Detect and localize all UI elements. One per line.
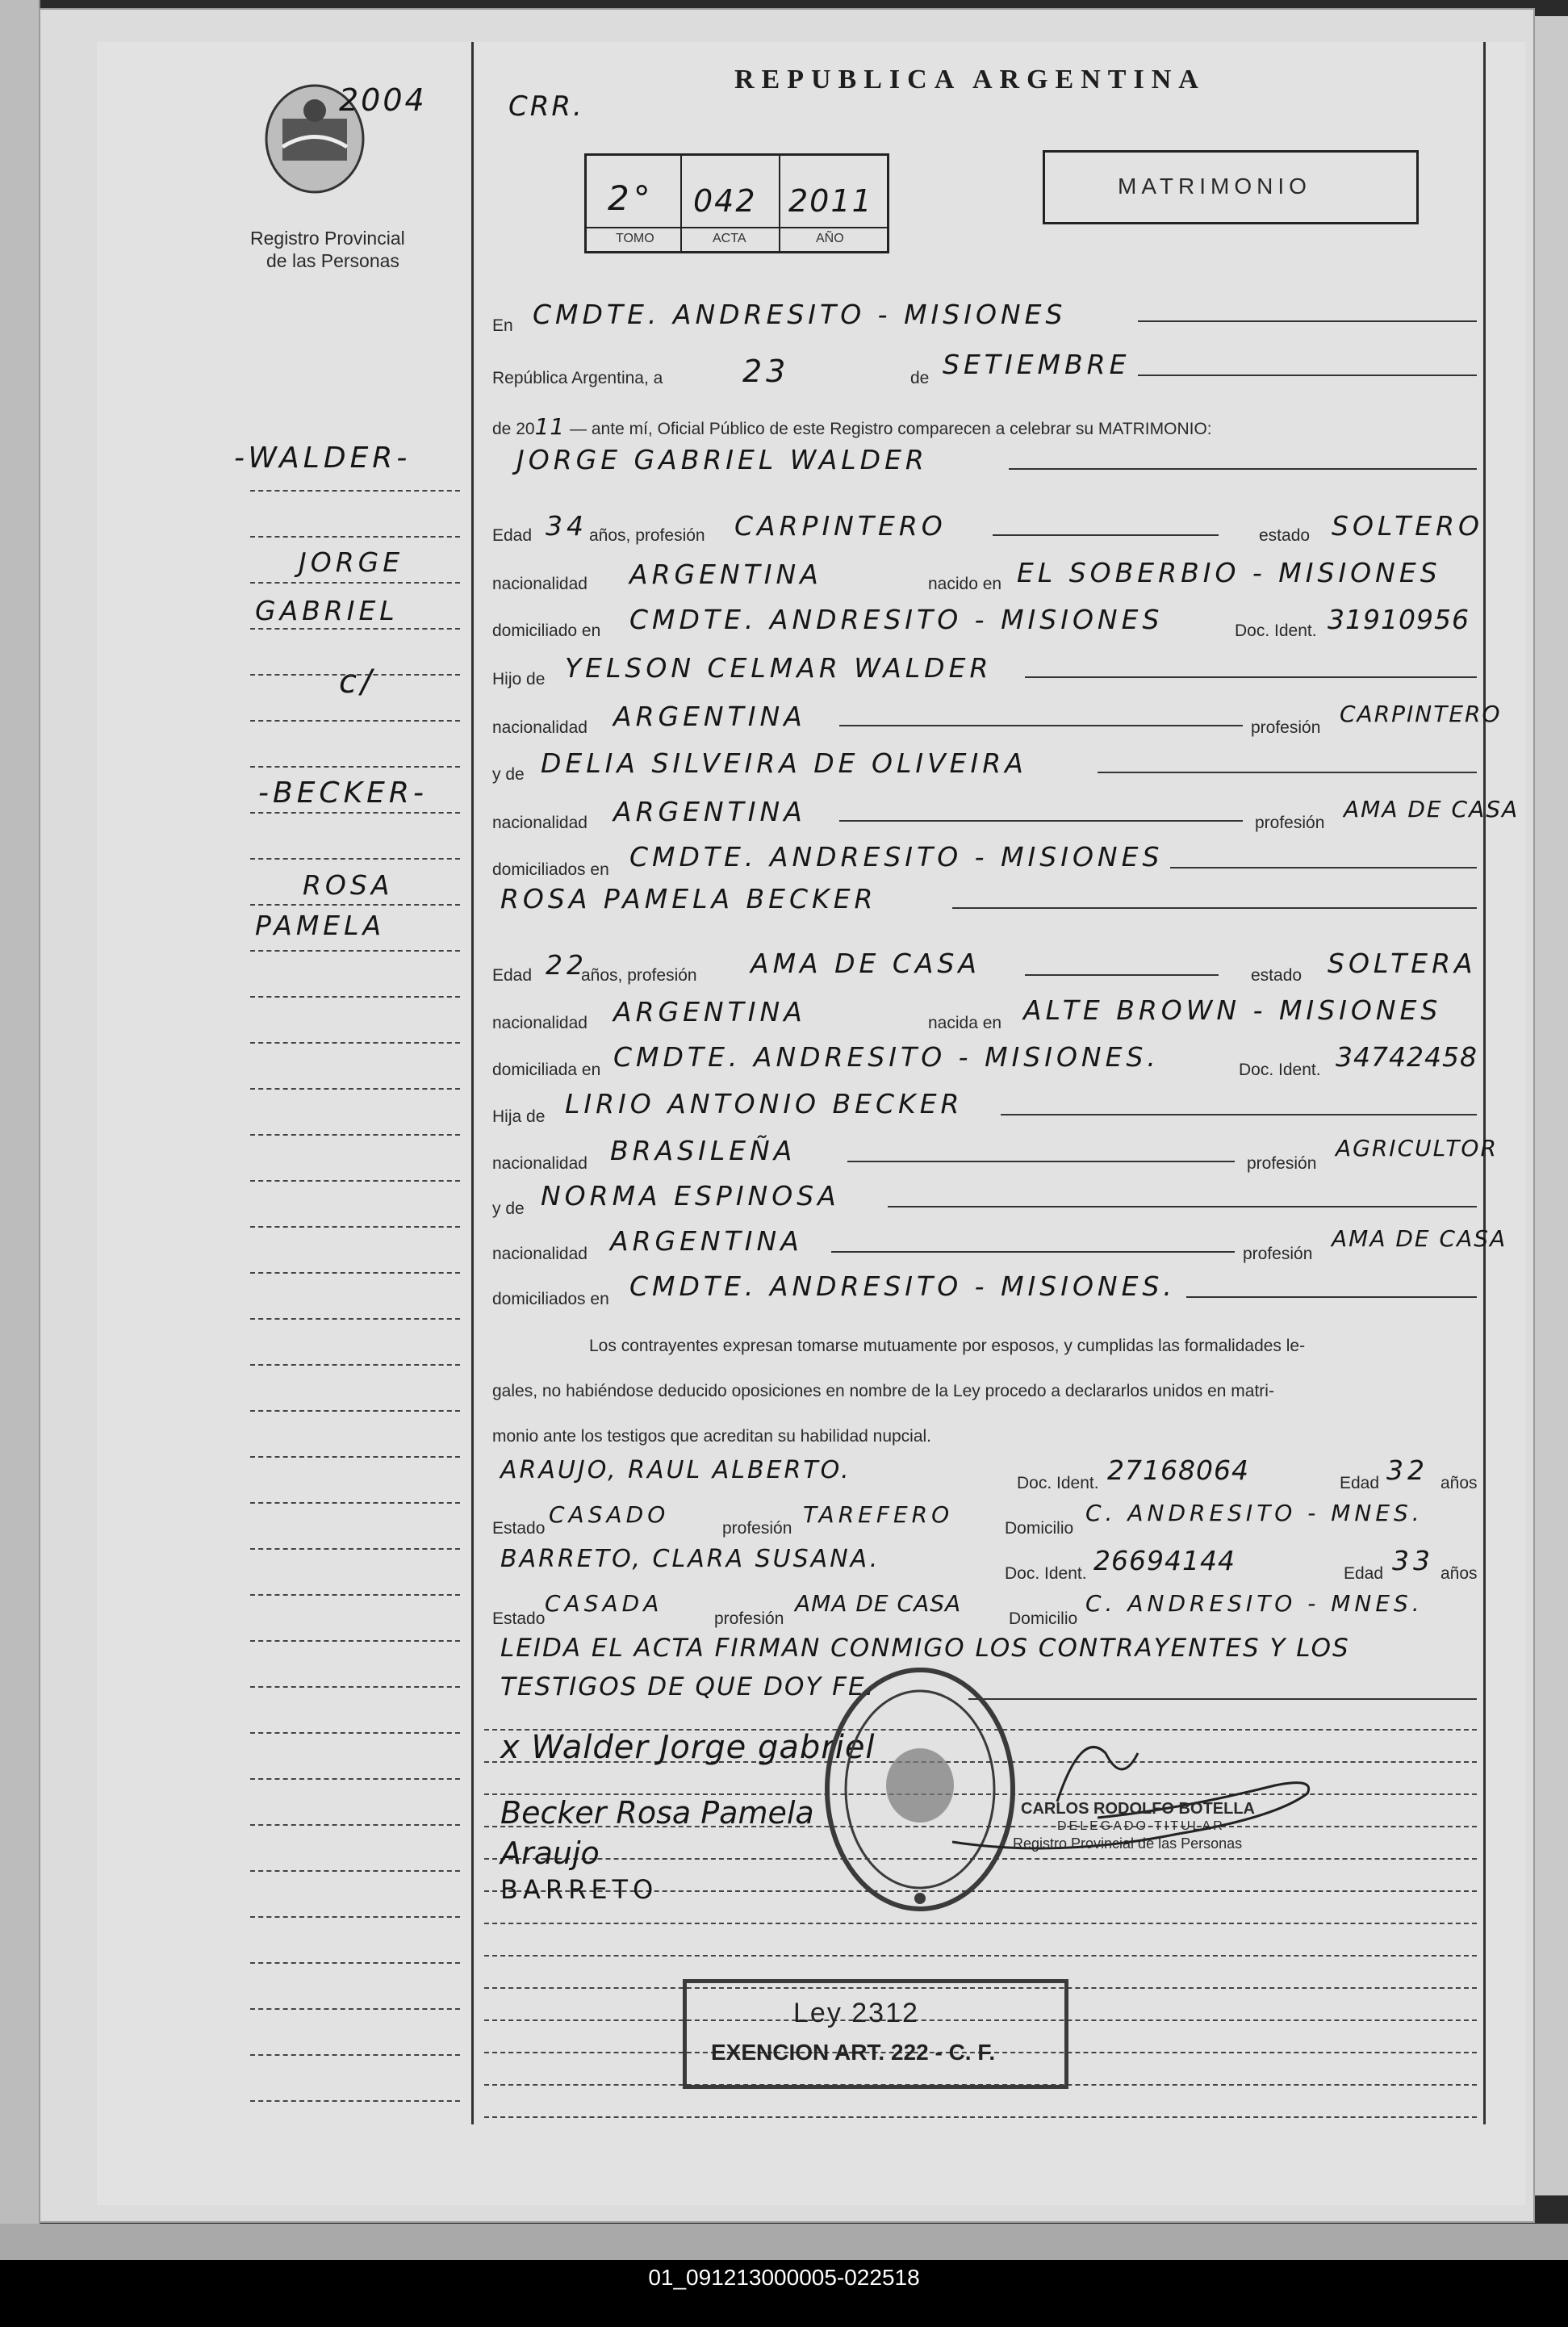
margin-ruled-line — [250, 1870, 460, 1872]
republica-label: República Argentina, a — [492, 369, 663, 387]
bride-mother-profession: AMA DE CASA — [1332, 1225, 1507, 1252]
groom-doc-label: Doc. Ident. — [1235, 622, 1317, 640]
margin-ruled-line — [250, 1088, 460, 1090]
bride-dom-label: domiciliada en — [492, 1061, 601, 1079]
witness2-domicile: C. ANDRESITO - MNES. — [1085, 1590, 1424, 1617]
groom-hijo-label: Hijo de — [492, 670, 546, 688]
witness1-name: ARAUJO, RAUL ALBERTO. — [500, 1456, 851, 1484]
margin-ruled-line — [250, 1962, 460, 1964]
groom-father-nat-label: nacionalidad — [492, 718, 587, 737]
witness2-status: CASADA — [545, 1590, 663, 1617]
groom-age-label: Edad — [492, 526, 533, 545]
margin-ruled-line — [250, 1042, 460, 1044]
margin-ruled-line — [250, 628, 460, 630]
groom-parents-domicile: CMDTE. ANDRESITO - MISIONES — [629, 841, 1164, 873]
margin-conjunction: c/ — [339, 663, 376, 701]
margin-ruled-line — [250, 812, 460, 814]
groom-doc: 31910956 — [1328, 604, 1470, 635]
bride-domicile: CMDTE. ANDRESITO - MISIONES. — [613, 1041, 1160, 1073]
margin-ruled-line — [250, 1456, 460, 1458]
bride-birthplace: ALTE BROWN - MISIONES — [1023, 994, 1442, 1026]
margin-ruled-line — [250, 1640, 460, 1642]
witness1-dom-label: Domicilio — [1005, 1519, 1074, 1538]
declaration-line1: Los contrayentes expresan tomarse mutuamente por esposos, y cumplidas las formalidades le- — [589, 1337, 1306, 1355]
bride-prof-label: años, profesión — [581, 966, 697, 985]
de-label: de — [910, 369, 930, 387]
stamp-line2: EXENCION ART. 222 - C. F. — [711, 2040, 996, 2065]
margin-ruled-line — [250, 1778, 460, 1780]
bride-mother: NORMA ESPINOSA — [541, 1180, 840, 1212]
act-type: MATRIMONIO — [1118, 174, 1311, 199]
act-type-box — [1043, 150, 1419, 224]
margin-ruled-line — [250, 1916, 460, 1918]
groom-nationality: ARGENTINA — [629, 559, 822, 590]
margin-ruled-line — [250, 950, 460, 952]
signature-groom: x Walder Jorge gabriel — [500, 1729, 876, 1766]
registry-name-line1: Registro Provincial — [250, 228, 405, 249]
margin-ruled-line — [250, 1318, 460, 1320]
groom-mother: DELIA SILVEIRA DE OLIVEIRA — [541, 747, 1027, 779]
office-code: CRR. — [508, 90, 584, 123]
margin-bride-surname: -BECKER- — [258, 776, 428, 810]
record-number-box — [584, 153, 889, 253]
groom-birthplace: EL SOBERBIO - MISIONES — [1017, 557, 1441, 588]
ruled-line — [484, 1955, 1477, 1957]
bride-doc-label: Doc. Ident. — [1239, 1061, 1321, 1079]
bride-father-nationality: BRASILEÑA — [610, 1135, 797, 1166]
margin-ruled-line — [250, 2008, 460, 2010]
signature-bride: Becker Rosa Pamela — [500, 1795, 814, 1831]
groom-mother-nat-label: nacionalidad — [492, 814, 587, 832]
anio-value: 2011 — [788, 183, 873, 219]
margin-groom-name1: JORGE — [299, 546, 404, 578]
margin-ruled-line — [250, 858, 460, 860]
bride-profession: AMA DE CASA — [751, 948, 981, 979]
place: CMDTE. ANDRESITO - MISIONES — [533, 299, 1067, 330]
country-title: REPUBLICA ARGENTINA — [734, 65, 1206, 94]
margin-ruled-line — [250, 1594, 460, 1596]
margin-ruled-line — [250, 1548, 460, 1550]
bride-father: LIRIO ANTONIO BECKER — [565, 1088, 964, 1120]
declaration-line2: gales, no habiéndose deducido oposiciones en nombre de la Ley procedo a declararlos unidos en matri- — [492, 1382, 1274, 1400]
corner-number: 2004 — [339, 82, 427, 118]
groom-age: 34 — [546, 510, 587, 542]
witness1-doc-label: Doc. Ident. — [1017, 1474, 1099, 1492]
officer-org: Registro Provincial de las Personas — [1013, 1835, 1243, 1852]
bride-parents-dom-label: domiciliados en — [492, 1290, 609, 1308]
groom-father-profession: CARPINTERO — [1340, 701, 1502, 727]
witness2-age-label: Edad — [1344, 1564, 1384, 1583]
margin-bride-name1: ROSA — [303, 869, 394, 901]
bride-father-nat-label: nacionalidad — [492, 1154, 587, 1173]
witness2-age: 33 — [1392, 1545, 1434, 1576]
margin-ruled-line — [250, 674, 460, 676]
en-label: En — [492, 316, 513, 335]
day: 23 — [742, 354, 790, 389]
margin-ruled-line — [250, 1134, 460, 1136]
margin-ruled-line — [250, 1732, 460, 1734]
margin-ruled-line — [250, 2054, 460, 2056]
margin-ruled-line — [250, 2100, 460, 2102]
margin-ruled-line — [250, 1502, 460, 1504]
bride-parents-domicile: CMDTE. ANDRESITO - MISIONES. — [629, 1270, 1176, 1302]
witness1-age-label: Edad — [1340, 1474, 1380, 1492]
image-caption: 01_091213000005-022518 — [0, 2260, 1568, 2327]
page-edge — [1532, 16, 1568, 2195]
officer-name: CARLOS RODOLFO BOTELLA — [1021, 1800, 1255, 1818]
witness2-doc: 26694144 — [1093, 1545, 1236, 1576]
bride-father-profession: AGRICULTOR — [1336, 1135, 1498, 1161]
witness2-name: BARRETO, CLARA SUSANA. — [500, 1545, 880, 1573]
witness1-age: 32 — [1386, 1454, 1428, 1486]
margin-ruled-line — [250, 1364, 460, 1366]
bride-mother-nationality: ARGENTINA — [610, 1225, 803, 1257]
declaration-line3: monio ante los testigos que acreditan su habilidad nupcial. — [492, 1427, 932, 1446]
bride-born-label: nacida en — [928, 1014, 1002, 1032]
margin-ruled-line — [250, 1824, 460, 1826]
groom-profession: CARPINTERO — [734, 510, 947, 542]
signature-witness1: Araujo — [500, 1835, 600, 1871]
bride-mother-prof-label: profesión — [1243, 1245, 1313, 1263]
witness1-anos-label: años — [1440, 1474, 1478, 1492]
groom-father: YELSON CELMAR WALDER — [565, 652, 993, 684]
margin-ruled-line — [250, 582, 460, 584]
groom-father-prof-label: profesión — [1251, 718, 1321, 737]
witness1-doc: 27168064 — [1107, 1454, 1249, 1486]
signature-witness2: BARRETO — [500, 1874, 659, 1905]
margin-ruled-line — [250, 1410, 460, 1412]
bride-estado-label: estado — [1251, 966, 1302, 985]
groom-mother-prof-label: profesión — [1255, 814, 1325, 832]
year-label: de 2011 — ante mí, Oficial Público de este Registro comparecen a celebrar su MATRIMONIO: — [492, 413, 1212, 440]
witness2-doc-label: Doc. Ident. — [1005, 1564, 1087, 1583]
bride-hija-label: Hija de — [492, 1107, 546, 1126]
bride-mother-nat-label: nacionalidad — [492, 1245, 587, 1263]
margin-ruled-line — [250, 720, 460, 722]
margin-ruled-line — [250, 1226, 460, 1228]
bride-mother-label: y de — [492, 1199, 525, 1218]
margin-ruled-line — [250, 490, 460, 492]
groom-born-label: nacido en — [928, 575, 1002, 593]
ruled-line — [484, 2116, 1477, 2118]
witness1-prof-label: profesión — [722, 1519, 792, 1538]
certificate-page — [97, 42, 1525, 2205]
margin-ruled-line — [250, 1180, 460, 1182]
closing-line1: LEIDA EL ACTA FIRMAN CONMIGO LOS CONTRAYENTES Y LOS — [500, 1634, 1350, 1663]
month: SETIEMBRE — [943, 349, 1131, 380]
right-border — [1483, 42, 1486, 2124]
bride-age: 22 — [546, 949, 587, 981]
groom-mother-profession: AMA DE CASA — [1344, 796, 1520, 822]
officer-title: DELEGADO TITULAR — [1057, 1819, 1225, 1833]
witness2-dom-label: Domicilio — [1009, 1609, 1078, 1628]
margin-ruled-line — [250, 766, 460, 768]
witness1-estado-label: Estado — [492, 1519, 546, 1538]
groom-full-name: JORGE GABRIEL WALDER — [516, 444, 928, 475]
margin-ruled-line — [250, 1686, 460, 1688]
witness2-estado-label: Estado — [492, 1609, 546, 1628]
bride-full-name: ROSA PAMELA BECKER — [500, 883, 877, 914]
bride-father-prof-label: profesión — [1247, 1154, 1317, 1173]
page-bottom-edge — [0, 2224, 1568, 2260]
witness1-status: CASADO — [549, 1501, 670, 1528]
acta-label: ACTA — [713, 232, 746, 245]
bride-nationality: ARGENTINA — [613, 996, 806, 1027]
groom-mother-nationality: ARGENTINA — [613, 796, 806, 827]
groom-father-nationality: ARGENTINA — [613, 701, 806, 732]
groom-dom-label: domiciliado en — [492, 622, 601, 640]
margin-ruled-line — [250, 1272, 460, 1274]
bride-doc: 34742458 — [1336, 1041, 1478, 1073]
bride-civil-status: SOLTERA — [1328, 948, 1477, 979]
margin-ruled-line — [250, 996, 460, 998]
bride-age-label: Edad — [492, 966, 533, 985]
margin-divider — [471, 42, 474, 2124]
margin-ruled-line — [250, 904, 460, 906]
law-exemption-stamp — [683, 1979, 1068, 2089]
acta-value: 042 — [693, 183, 757, 219]
groom-civil-status: SOLTERO — [1332, 510, 1483, 542]
anio-label: AÑO — [816, 232, 844, 245]
groom-nat-label: nacionalidad — [492, 575, 587, 593]
tomo-value: 2° — [608, 178, 654, 218]
witness2-prof-label: profesión — [714, 1609, 784, 1628]
groom-prof-label: años, profesión — [589, 526, 705, 545]
registry-name-line2: de las Personas — [266, 250, 399, 271]
witness1-profession: TAREFERO — [803, 1501, 954, 1528]
stamp-line1: Ley 2312 — [793, 1998, 919, 2028]
groom-domicile: CMDTE. ANDRESITO - MISIONES — [629, 604, 1164, 635]
tomo-label: TOMO — [616, 232, 654, 245]
margin-ruled-line — [250, 536, 460, 538]
certificate-sheet — [39, 8, 1535, 2223]
groom-estado-label: estado — [1259, 526, 1311, 545]
witness2-anos-label: años — [1440, 1564, 1478, 1583]
groom-parents-dom-label: domiciliados en — [492, 860, 609, 879]
margin-groom-surname: -WALDER- — [234, 442, 412, 475]
closing-line2: TESTIGOS DE QUE DOY FE. — [500, 1672, 876, 1701]
witness2-profession: AMA DE CASA — [795, 1590, 962, 1617]
margin-groom-name2: GABRIEL — [255, 595, 399, 626]
witness1-domicile: C. ANDRESITO - MNES. — [1085, 1500, 1424, 1526]
margin-bride-name2: PAMELA — [255, 910, 386, 941]
ruled-line — [484, 1923, 1477, 1924]
book-spine — [0, 0, 40, 2327]
bride-nat-label: nacionalidad — [492, 1014, 587, 1032]
groom-mother-label: y de — [492, 765, 525, 784]
